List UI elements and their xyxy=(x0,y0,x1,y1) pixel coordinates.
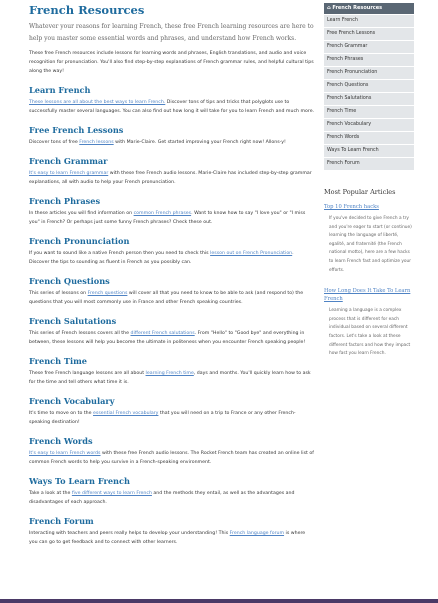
section-text-after: with these free French audio lessons. Marie-Claire has included step-by-step grammar explanations, all with audio to help your French pronunciation. xyxy=(29,171,312,185)
section-text-after: with Marie-Claire. Get started improving your French right now! Allons-y! xyxy=(113,140,286,145)
section-text-after: that you will need on a trip to France or any other French-speaking destination! xyxy=(29,411,296,425)
section-text xyxy=(29,209,315,227)
section-link[interactable]: learning French time xyxy=(145,371,194,376)
sidebar-item[interactable]: French Questions xyxy=(324,79,414,92)
sidebar-item[interactable]: French Salutations xyxy=(324,92,414,105)
section-link[interactable]: These lessons are all about the best ways to learn French. xyxy=(29,100,166,105)
section-link[interactable]: It's easy to learn French words xyxy=(29,451,101,456)
section-text-after: , days and months. You'll quickly learn how to ask for the time and tell others what time it is. xyxy=(29,371,311,385)
section-9 xyxy=(29,435,315,467)
section-link[interactable]: French lessons xyxy=(79,140,114,145)
popular-article-excerpt: Learning a language is a complex process that is different for each individual based on several different factors. Let's take a look at these different factors and how they impact how fast you learn French. xyxy=(329,308,411,357)
section-text-before: This series of lessons on xyxy=(29,291,88,296)
sidebar-item[interactable]: French Pronunciation xyxy=(324,66,414,79)
section-text-after: with these free French audio lessons. The Rocket French team has created an online list of common French words to help you survive in a French-speaking environment. xyxy=(29,451,314,465)
section-heading[interactable]: French Phrases xyxy=(29,196,101,206)
section-text xyxy=(29,289,315,307)
popular-article xyxy=(324,287,414,359)
section-text-before: It's time to move on to the xyxy=(29,411,94,416)
popular-article-link[interactable]: How Long Does It Take To Learn French xyxy=(324,288,411,303)
section-link[interactable]: essential French vocabulary xyxy=(93,411,159,416)
section-text xyxy=(29,409,315,427)
section-heading[interactable]: French Salutations xyxy=(29,316,117,326)
section-text-before: In these articles you will find information on xyxy=(29,211,134,216)
section-0 xyxy=(29,84,315,116)
section-link[interactable]: French questions xyxy=(87,291,128,296)
main-content xyxy=(29,0,315,547)
section-11 xyxy=(29,515,315,547)
popular-articles-title: Most Popular Articles xyxy=(324,188,396,196)
section-heading[interactable]: French Vocabulary xyxy=(29,396,115,406)
section-text-after: will cover all that you need to know to be able to ask (and respond to) the questions that you will most commonly use in France and other French speaking countries. xyxy=(29,291,304,305)
section-text xyxy=(29,449,315,467)
sidebar-item[interactable]: Free French Lessons xyxy=(324,27,414,40)
section-4 xyxy=(29,235,315,267)
section-text-before: Take a look at the xyxy=(29,491,72,496)
section-text-before: Discover tons of free xyxy=(29,140,80,145)
sidebar-header[interactable] xyxy=(324,3,414,14)
sidebar-item[interactable]: French Vocabulary xyxy=(324,118,414,131)
section-link[interactable]: It's easy to learn French grammar xyxy=(29,171,109,176)
sidebar xyxy=(324,3,414,359)
sidebar-item[interactable]: French Grammar xyxy=(324,40,414,53)
section-link[interactable]: common French phrases xyxy=(133,211,192,216)
section-heading[interactable]: French Forum xyxy=(29,516,94,526)
section-heading[interactable]: Ways To Learn French xyxy=(29,476,130,486)
section-heading[interactable]: French Grammar xyxy=(29,156,108,166)
section-2 xyxy=(29,155,315,187)
popular-article-link[interactable]: Top 10 French hacks xyxy=(324,204,379,210)
section-link[interactable]: different French salutations xyxy=(130,331,195,336)
popular-article-excerpt: If you've decided to give French a try and you're eager to start (or continue) learning the language of liberté, egalité, and fraternité (the French national motto), here are a few hacks to learn French fast and optimize your efforts. xyxy=(329,216,412,273)
section-heading[interactable]: French Questions xyxy=(29,276,110,286)
sidebar-item[interactable]: Learn French xyxy=(324,14,414,27)
section-1 xyxy=(29,124,315,147)
section-heading[interactable]: French Pronunciation xyxy=(29,236,130,246)
section-link[interactable]: French language forum xyxy=(229,531,285,536)
section-text xyxy=(29,169,315,187)
section-text-after: . From "Hello" to "Good bye" and everything in between, these lessons will help you become the ultimate in politeness when you encounter French speaking people! xyxy=(29,331,306,345)
section-text-after: Discover tons of tips and tricks that polyglots use to successfully master several languages. You can also find out how long it will take for you to learn French and much more. xyxy=(29,100,315,114)
bottom-bar xyxy=(0,599,438,603)
section-text-after: . Want to know how to say "I love you" or "I miss you" in French? Or perhaps just some funny French phrases? Check these out. xyxy=(29,211,306,225)
section-link[interactable]: five different ways to learn French xyxy=(71,491,152,496)
section-heading[interactable]: French Time xyxy=(29,356,88,366)
section-text-before: Interacting with teachers and peers really helps to develop your understanding! This xyxy=(29,531,230,536)
section-text-after: is where you can go to get feedback and to connect with other learners. xyxy=(29,531,306,545)
section-text-before: This series of French lessons covers all the xyxy=(29,331,131,336)
section-text-after: and the methods they entail, as well as the advantages and disadvantages of each approach. xyxy=(29,491,295,505)
section-6 xyxy=(29,315,315,347)
section-heading[interactable]: French Words xyxy=(29,436,93,446)
section-text xyxy=(29,529,315,547)
section-3 xyxy=(29,195,315,227)
overview-text: These free French resources include lessons for learning words and phrases, English translations, and audio and voice recognition for pronunciation. You'll also find step-by-step explanations of French grammar rules, and helpful cultural tips along the way! xyxy=(29,51,314,74)
section-text-before: If you want to sound like a native French person then you need to check this xyxy=(29,251,211,256)
section-5 xyxy=(29,275,315,307)
section-10 xyxy=(29,475,315,507)
section-text xyxy=(29,98,315,116)
section-text xyxy=(29,249,315,267)
section-heading[interactable]: Learn French xyxy=(29,85,91,95)
sidebar-item[interactable]: Ways To Learn French xyxy=(324,144,414,157)
section-text xyxy=(29,138,315,147)
section-heading[interactable]: Free French Lessons xyxy=(29,125,124,135)
sidebar-item[interactable]: French Forum xyxy=(324,157,414,170)
page-title: French Resources xyxy=(29,3,145,17)
intro-text: Whatever your reasons for learning French, these free French learning resources are here to help you master some essential words and phrases, and understand how French works. xyxy=(29,23,314,42)
section-text xyxy=(29,489,315,507)
section-7 xyxy=(29,355,315,387)
sidebar-item[interactable]: French Words xyxy=(324,131,414,144)
popular-article xyxy=(324,203,414,275)
section-text xyxy=(29,369,315,387)
sidebar-header-label: French Resources xyxy=(332,5,383,11)
sidebar-item[interactable]: French Time xyxy=(324,105,414,118)
section-8 xyxy=(29,395,315,427)
section-text-after: . Discover the tips to sounding as fluent in French as you possibly can. xyxy=(29,251,294,265)
section-link[interactable]: lesson out on French Pronunciation xyxy=(210,251,293,256)
home-icon: ⌂ xyxy=(327,5,331,11)
sidebar-item[interactable]: French Phrases xyxy=(324,53,414,66)
section-text xyxy=(29,329,315,347)
section-text-before: These free French language lessons are all about xyxy=(29,371,146,376)
